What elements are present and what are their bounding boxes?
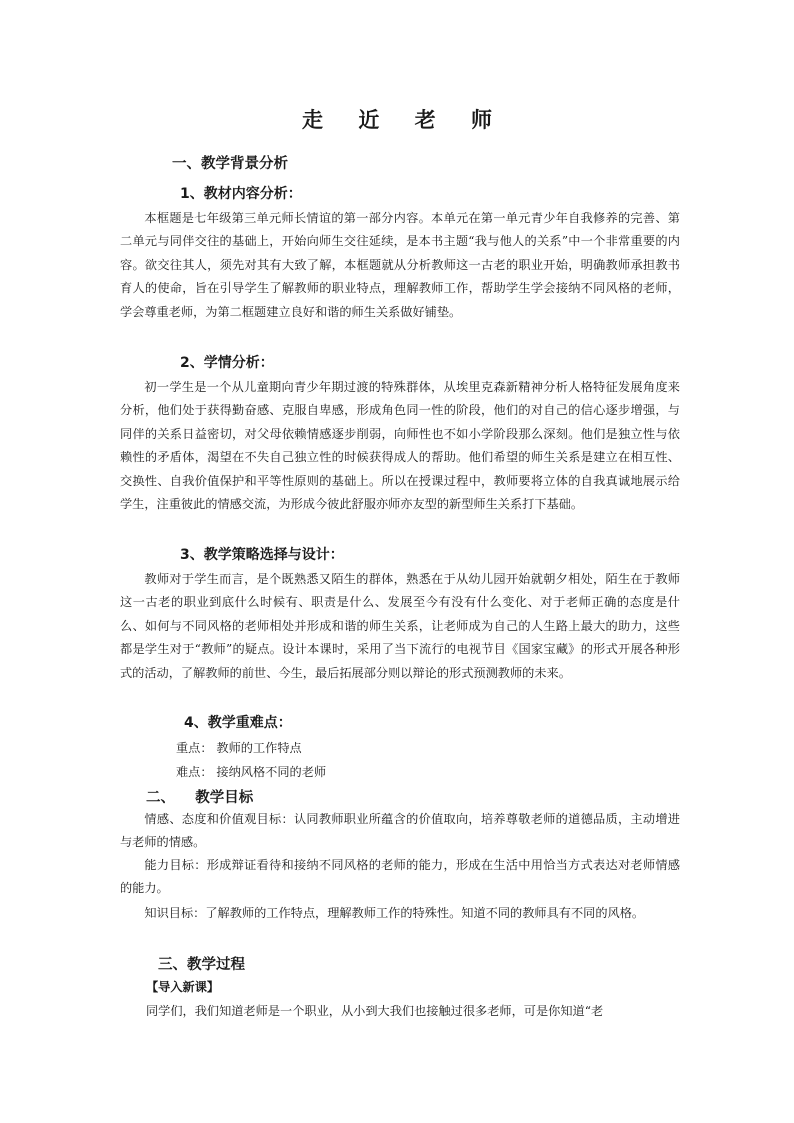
paragraph-goal-knowledge: 知识目标：了解教师的工作特点，理解教师工作的特殊性。知道不同的教师具有不同的风格。 (144, 906, 645, 920)
intro-label: 【导入新课】 (146, 980, 220, 994)
paragraph-teaching-strategy: 教师对于学生而言，是个既熟悉又陌生的群体，熟悉在于从幼儿园开始就朝夕相处，陌生在于教师这一古老的职业到底什么时候有、职责是什么、发展至今有没有什么变化、对于老师正确的态度是什么、如何与不同风格的老师相处并形成和谐的师生关系，让老师成为自己的人生路上最大的助力，这些都是学生对于“教师”的疑点。设计本课时，采用了当下流行的电视节目《国家宝藏》的形式开展各种形式的活动，了解教师的前世、今生，最后拓展部分则以辩论的形式预测教师的未来。 (120, 572, 680, 680)
subheading-teaching-strategy: 3、教学策略选择与设计： (180, 547, 344, 563)
intro-text: 同学们，我们知道老师是一个职业，从小到大我们也接触过很多老师，可是你知道“老 (146, 1004, 604, 1018)
document-title: 走 近 老 师 (302, 107, 506, 132)
subheading-key-points: 4、教学重难点： (184, 715, 292, 731)
key-point-line: 重点： 教师的工作特点 (176, 741, 302, 755)
section-heading-background: 一、教学背景分析 (172, 156, 288, 172)
subheading-student-analysis: 2、学情分析： (180, 355, 274, 371)
paragraph-goal-ability: 能力目标：形成辩证看待和接纳不同风格的老师的能力，形成在生活中用恰当方式表达对老师情感的能力。 (120, 858, 680, 896)
subheading-textbook-analysis: 1、教材内容分析： (180, 186, 302, 202)
paragraph-textbook-analysis: 本框题是七年级第三单元师长情谊的第一部分内容。本单元在第一单元青少年自我修养的完善、第二单元与同伴交往的基础上，开始向师生交往延续，是本书主题“我与他人的关系”中一个非常重要的内容。欲交往其人，须先对其有大致了解，本框题就从分析教师这一古老的职业开始，明确教师承担教书育人的使命，旨在引导学生了解教师的职业特点，理解教师工作，帮助学生学会接纳不同风格的老师，学会尊重老师，为第二框题建立良好和谐的师生关系做好铺垫。 (120, 211, 680, 319)
paragraph-student-analysis: 初一学生是一个从儿童期向青少年期过渡的特殊群体，从埃里克森新精神分析人格特征发展角度来分析，他们处于获得勤奋感、克服自卑感，形成角色同一性的阶段，他们的对自己的信心逐步增强，与同伴的关系日益密切，对父母依赖情感逐步削弱，向师性也不如小学阶段那么深刻。他们是独立性与依赖性的矛盾体，渴望在不失自己独立性的时候获得成人的帮助。他们希望的师生关系是建立在相互性、交换性、自我价值保护和平等性原则的基础上。所以在授课过程中，教师要将立体的自我真诚地展示给学生，注重彼此的情感交流，为形成今彼此舒服亦师亦友型的新型师生关系打下基础。 (120, 380, 680, 512)
section-heading-process: 三、教学过程 (158, 957, 245, 973)
difficult-point-line: 难点： 接纳风格不同的老师 (176, 765, 327, 779)
section-heading-goals: 二、 教学目标 (146, 790, 254, 806)
paragraph-goal-emotion: 情感、态度和价值观目标：认同教师职业所蕴含的价值取向，培养尊敬老师的道德品质，主动增进与老师的情感。 (120, 812, 680, 850)
